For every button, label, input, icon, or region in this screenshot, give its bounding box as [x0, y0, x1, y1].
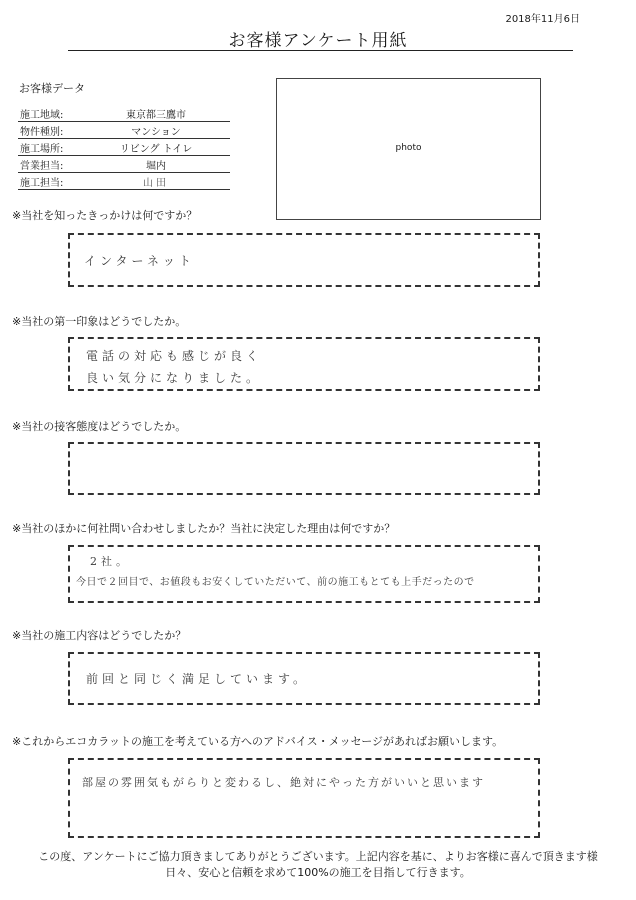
question-5: ※当社の施工内容はどうでしたか？: [12, 629, 187, 642]
footer-line-2: 日々、安心と信頼を求めて100%の施工を目指して行きます。: [165, 866, 471, 879]
field-label: 営業担当:: [18, 156, 82, 173]
field-label: 施工地域:: [18, 105, 82, 122]
table-row: [18, 139, 230, 156]
photo-placeholder: [276, 78, 541, 220]
question-6: ※これからエコカラットの施工を考えている方へのアドバイス・メッセージがあればお願いします。: [12, 735, 504, 748]
answer-box-5: [68, 652, 540, 705]
answer-box-4: [68, 545, 540, 603]
page-title: お客様アンケート用紙: [228, 31, 408, 51]
customer-data-table: [18, 105, 230, 190]
field-label: 施工担当:: [18, 173, 82, 190]
photo-label: photo: [395, 143, 422, 153]
field-label: 施工場所:: [18, 139, 82, 156]
title-underline: [68, 50, 573, 51]
survey-date: 2018年11月6日: [505, 14, 580, 25]
field-value: 堀内: [82, 156, 230, 173]
answer-box-3: [68, 442, 540, 495]
field-value: リビング トイレ: [82, 139, 230, 156]
field-value: 東京都三鷹市: [82, 105, 230, 122]
table-row: [18, 173, 230, 190]
table-row: [18, 156, 230, 173]
answer-2-line-1: 電話の対応も感じが良く: [86, 349, 263, 363]
field-value-handwritten: 山田: [82, 173, 230, 190]
answer-2-line-2: 良い気分になりました。: [86, 371, 263, 385]
table-row: [18, 105, 230, 122]
answer-6-line-1: 部屋の雰囲気もがらりと変わるし、絶対にやった方がいいと思います: [82, 776, 485, 789]
table-row: [18, 122, 230, 139]
answer-1-line-1: インターネット: [84, 254, 195, 268]
field-label: 物件種別:: [18, 122, 82, 139]
answer-box-1: [68, 233, 540, 287]
answer-5-line-1: 前回と同じく満足しています。: [86, 672, 310, 686]
answer-4-line-1: 2社。: [90, 555, 131, 568]
question-2: ※当社の第一印象はどうでしたか。: [12, 315, 187, 328]
question-4: ※当社のほかに何社問い合わせしましたか？当社に決定した理由は何ですか？: [12, 522, 396, 535]
field-value: マンション: [82, 122, 230, 139]
footer-line-1: この度、アンケートにご協力頂きましてありがとうございます。上記内容を基に、よりお客様に喜んで頂きます様: [38, 850, 598, 863]
answer-4-line-2: 今日で２回目で、お値段もお安くしていただいて、前の施工もとても上手だったので: [76, 577, 475, 588]
customer-data-heading: お客様データ: [19, 82, 85, 95]
answer-box-2: [68, 337, 540, 391]
question-3: ※当社の接客態度はどうでしたか。: [12, 420, 187, 433]
question-1: ※当社を知ったきっかけは何ですか？: [12, 209, 198, 222]
answer-box-6: [68, 758, 540, 838]
